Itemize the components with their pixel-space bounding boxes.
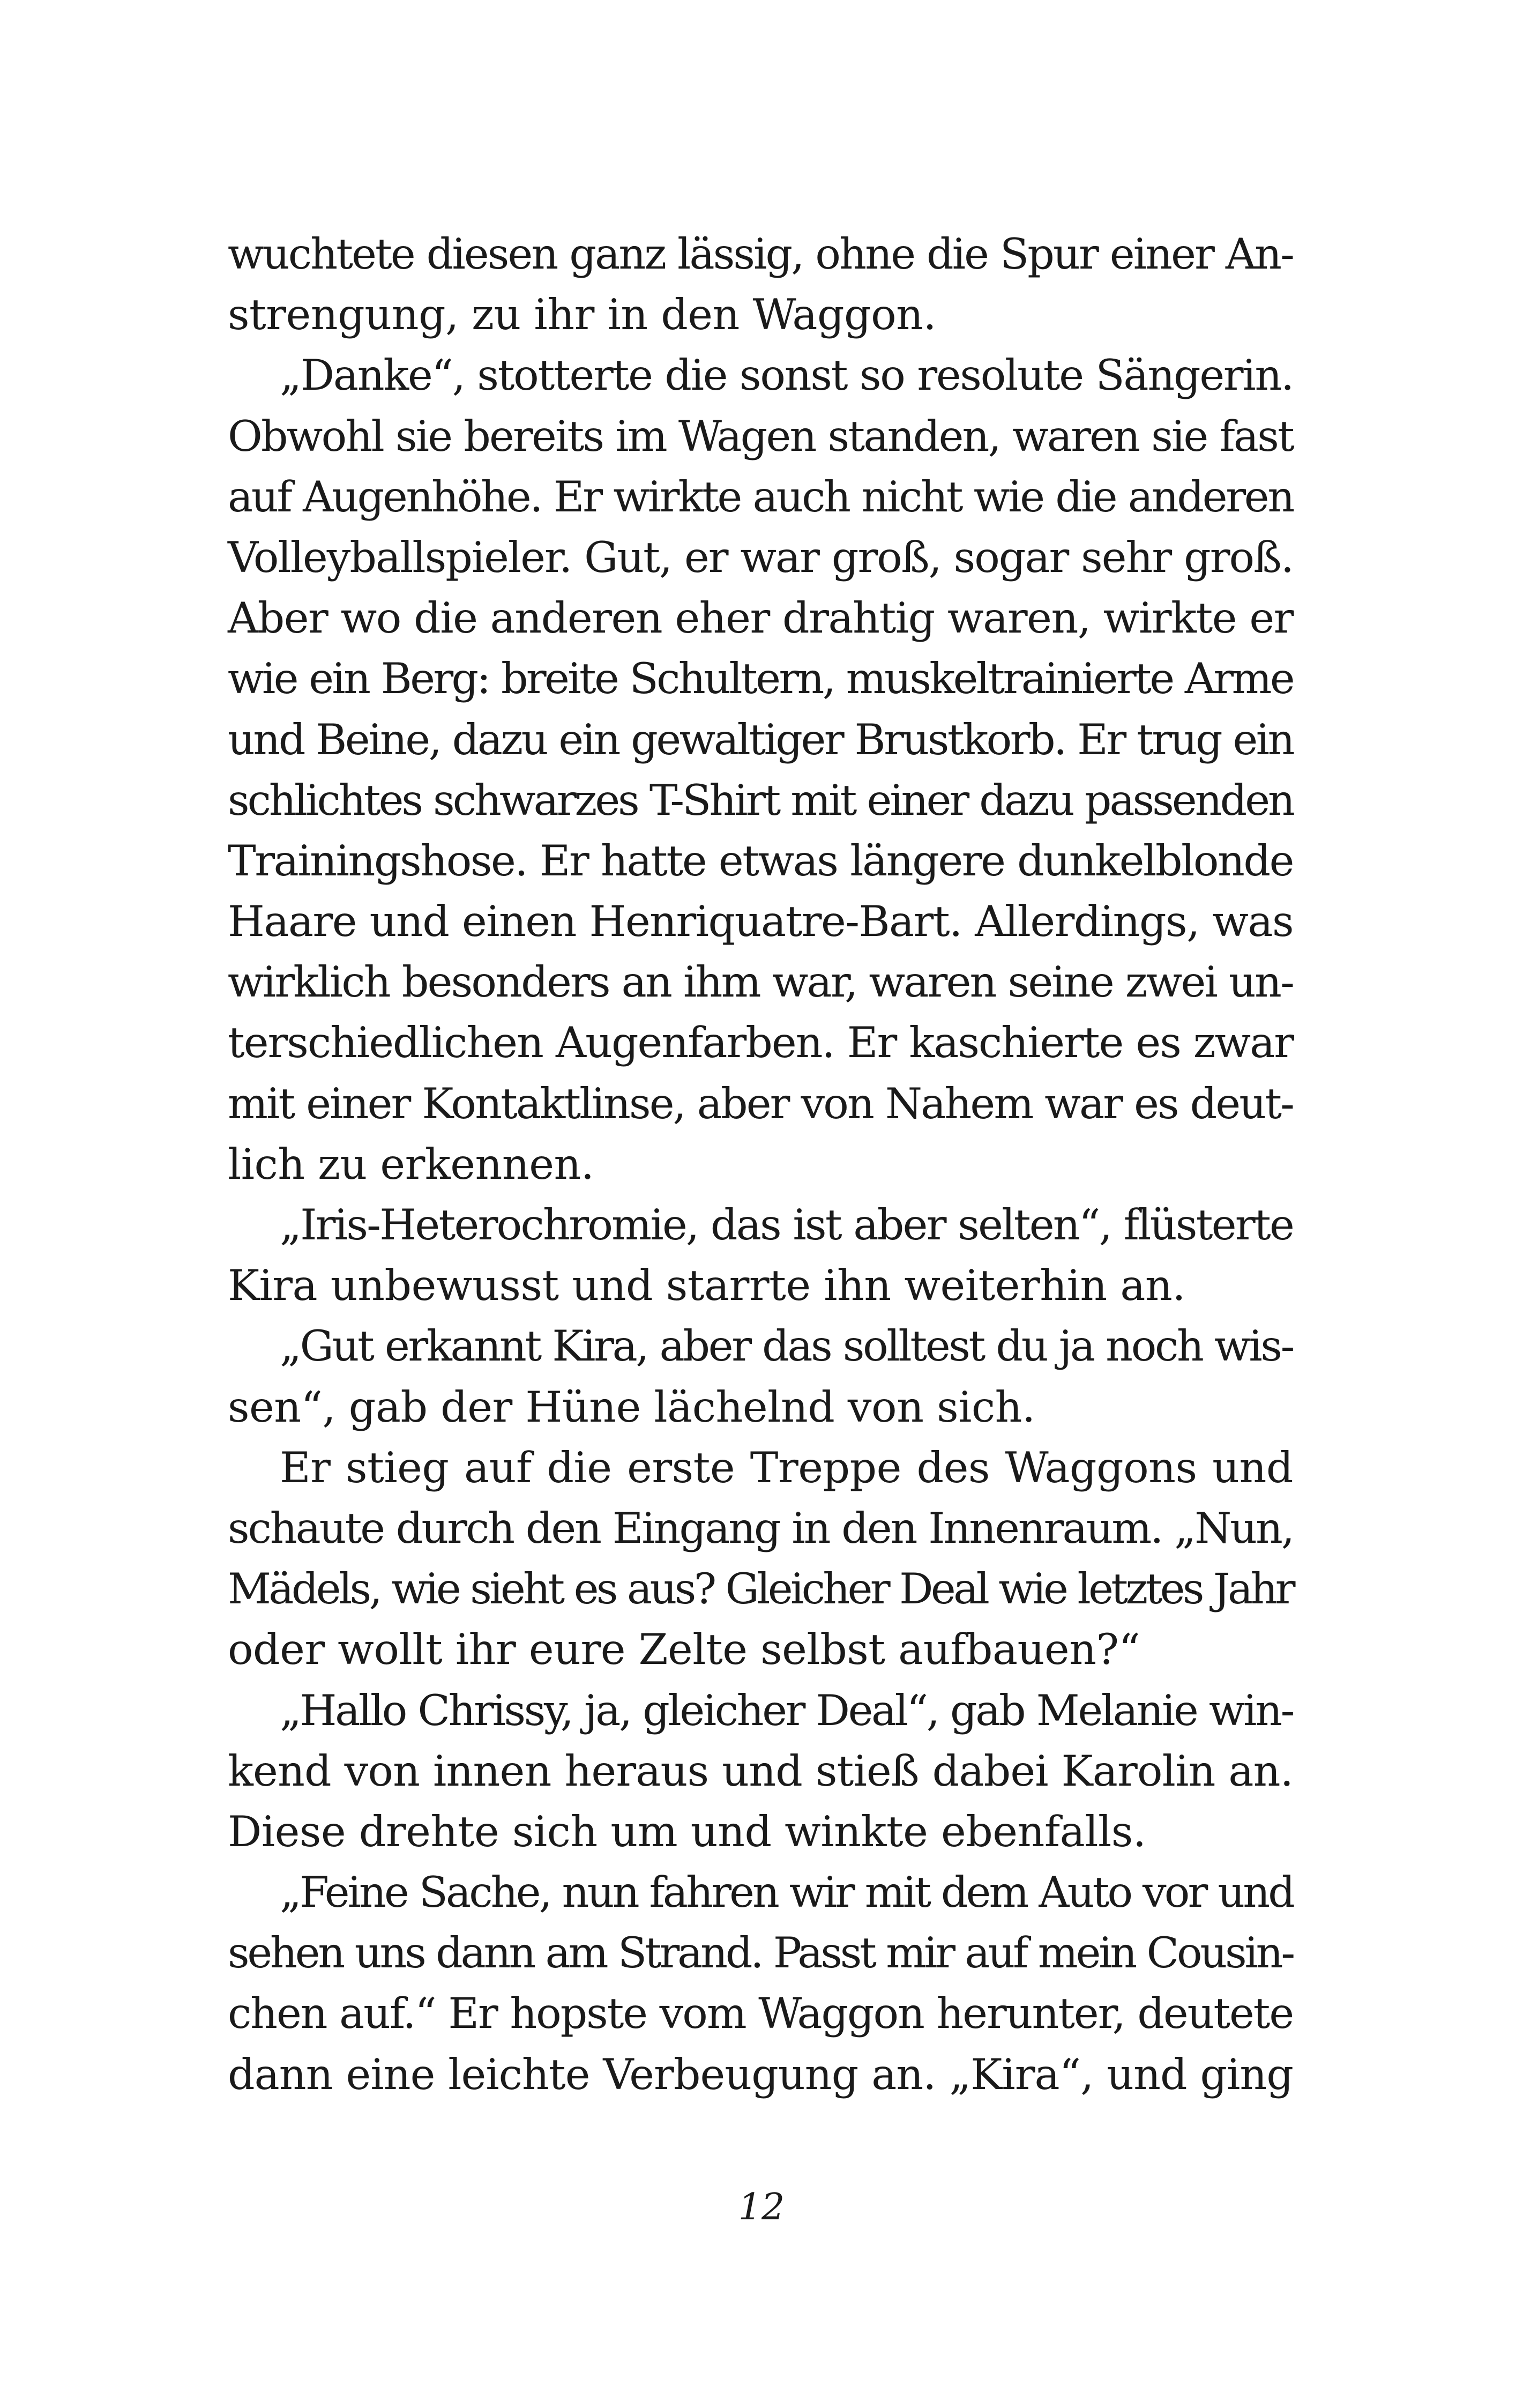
page-number: 12 xyxy=(738,2186,785,2228)
text-line: „Danke“, stotterte die sonst so resolute Sängerin. xyxy=(280,351,1293,400)
text-line: wie ein Berg: breite Schultern, muskeltrainierte Arme xyxy=(228,654,1293,704)
text-line: Diese drehte sich um und winkte ebenfalls. xyxy=(228,1807,1146,1856)
text-line: Kira unbewusst und starrte ihn weiterhin an. xyxy=(228,1261,1186,1311)
text-line: „Iris-Heterochromie, das ist aber selten“, flüsterte xyxy=(280,1200,1293,1250)
text-line: auf Augenhöhe. Er wirkte auch nicht wie die anderen xyxy=(228,472,1293,522)
text-line: schaute durch den Eingang in den Innenraum. „Nun, xyxy=(228,1503,1293,1553)
text-line: schlichtes schwarzes T-Shirt mit einer dazu passenden xyxy=(228,775,1293,825)
text-line: wirklich besonders an ihm war, waren seine zwei un- xyxy=(228,957,1293,1007)
text-line: lich zu erkennen. xyxy=(228,1139,594,1189)
text-line: Obwohl sie bereits im Wagen standen, waren sie fast xyxy=(228,411,1293,461)
body-text xyxy=(228,224,1293,2105)
text-line: mit einer Kontaktlinse, aber von Nahem war es deut- xyxy=(228,1079,1293,1128)
text-line: dann eine leichte Verbeugung an. „Kira“, und ging xyxy=(228,2049,1293,2099)
text-line: oder wollt ihr eure Zelte selbst aufbauen?“ xyxy=(228,1625,1140,1675)
text-line: „Gut erkannt Kira, aber das solltest du ja noch wis- xyxy=(280,1321,1293,1371)
text-line: sehen uns dann am Strand. Passt mir auf mein Cousin- xyxy=(228,1928,1293,1978)
text-line: „Hallo Chrissy, ja, gleicher Deal“, gab Melanie win- xyxy=(280,1685,1293,1735)
text-line: Trainingshose. Er hatte etwas längere dunkelblonde xyxy=(228,836,1293,886)
text-line: Aber wo die anderen eher drahtig waren, wirkte er xyxy=(228,593,1293,643)
text-line: sen“, gab der Hüne lächelnd von sich. xyxy=(228,1382,1035,1432)
text-line: „Feine Sache, nun fahren wir mit dem Auto vor und xyxy=(280,1868,1293,1918)
text-line: Haare und einen Henriquatre-Bart. Allerdings, was xyxy=(228,897,1293,947)
text-line: und Beine, dazu ein gewaltiger Brustkorb. Er trug ein xyxy=(228,715,1293,764)
text-line: wuchtete diesen ganz lässig, ohne die Spur einer An- xyxy=(228,229,1293,279)
text-line: Er stieg auf die erste Treppe des Waggons und xyxy=(280,1443,1293,1492)
text-line: chen auf.“ Er hopste vom Waggon herunter, deutete xyxy=(228,1989,1293,2039)
text-line: strengung, zu ihr in den Waggon. xyxy=(228,290,937,340)
text-line: terschiedlichen Augenfarben. Er kaschierte es zwar xyxy=(228,1018,1293,1068)
text-line: kend von innen heraus und stieß dabei Karolin an. xyxy=(228,1746,1293,1796)
text-line: Volleyballspieler. Gut, er war groß, sogar sehr groß. xyxy=(228,532,1293,582)
text-line: Mädels, wie sieht es aus? Gleicher Deal wie letztes Jahr xyxy=(228,1564,1293,1614)
